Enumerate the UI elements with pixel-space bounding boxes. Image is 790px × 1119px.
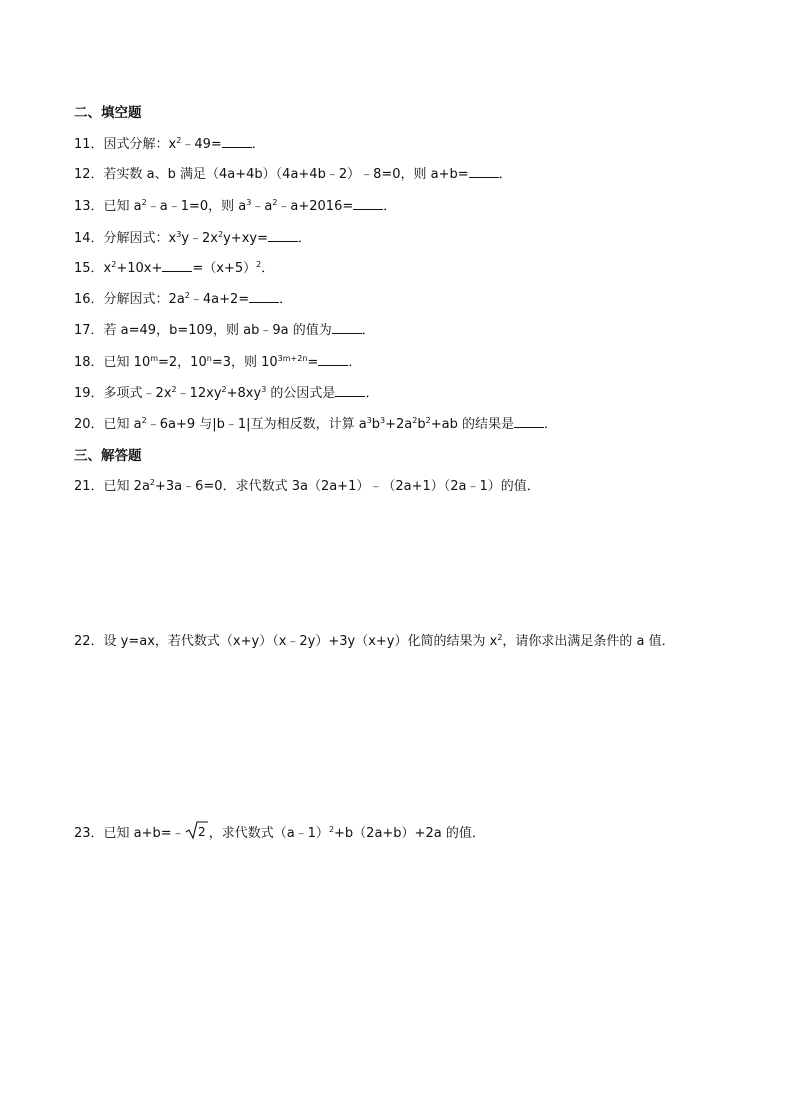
- answer-blank[interactable]: [318, 354, 348, 366]
- q18-text: =2，10: [158, 355, 207, 370]
- q11-sup: 2: [176, 136, 182, 145]
- question-15: [74, 260, 274, 277]
- answer-blank[interactable]: [469, 166, 499, 178]
- question-20: [74, 416, 557, 433]
- question-16: [74, 291, 292, 308]
- q19-text: +8xy: [226, 386, 262, 401]
- q14-text: ．: [297, 231, 311, 246]
- q20-sup: 2: [141, 416, 147, 425]
- answer-blank[interactable]: [222, 136, 252, 148]
- question-12: [74, 166, 512, 183]
- q11-text: ﹣49=: [181, 137, 222, 152]
- q20-text: ．: [543, 417, 557, 432]
- q14-text: 14．分解因式：x: [74, 231, 177, 246]
- q14-text: y+xy=: [223, 231, 268, 246]
- q13-sup: 2: [141, 198, 147, 207]
- q23-text: 23．已知 a+b=﹣: [74, 826, 185, 841]
- q20-sup: 2: [412, 416, 418, 425]
- q18-sup: 3m+2n: [277, 354, 308, 363]
- q11-text: ．: [251, 137, 265, 152]
- q16-text: ﹣4a+2=: [189, 292, 250, 307]
- question-21: [74, 479, 540, 495]
- q20-text: b: [417, 417, 426, 432]
- q20-sup: 3: [366, 416, 372, 425]
- question-23: [74, 820, 485, 845]
- q20-sup: 3: [380, 416, 386, 425]
- q12-text: ．: [498, 167, 512, 182]
- q12-text: 12．若实数 a、b 满足（4a+4b）（4a+4b﹣2）﹣8=0，则 a+b=: [74, 167, 469, 182]
- q20-text: +ab 的结果是: [430, 417, 514, 432]
- q15-text: 15．x: [74, 261, 112, 276]
- q13-text: ﹣a: [251, 199, 273, 214]
- question-17: [74, 322, 375, 339]
- q15-sup: 2: [256, 260, 262, 269]
- radicand: 2: [197, 825, 206, 839]
- q18-text: =: [307, 355, 319, 370]
- q13-text: ．: [383, 199, 397, 214]
- q20-text: ﹣6a+9 与|b﹣1|互为相反数，计算 a: [146, 417, 367, 432]
- q18-sup: m: [150, 354, 159, 363]
- q22-text: ，请你求出满足条件的 a 值．: [502, 634, 675, 649]
- q14-sup: 3: [176, 230, 182, 239]
- answer-blank[interactable]: [332, 322, 362, 334]
- answer-blank[interactable]: [514, 416, 544, 428]
- q19-text: ﹣12xy: [176, 386, 222, 401]
- radical-sign-icon: [185, 820, 209, 840]
- q20-text: b: [371, 417, 381, 432]
- q17-text: ．: [361, 323, 375, 338]
- q13-sup: 2: [272, 198, 278, 207]
- q17-text: 17．若 a=49，b=109，则 ab﹣9a 的值为: [74, 323, 332, 338]
- q15-sup: 2: [111, 260, 117, 269]
- answer-blank[interactable]: [249, 291, 279, 303]
- q15-text: ．: [261, 261, 275, 276]
- q16-text: ．: [279, 292, 293, 307]
- q11-text: 11．因式分解：x: [74, 137, 177, 152]
- q16-sup: 2: [184, 291, 190, 300]
- question-18: [74, 354, 361, 371]
- q19-sup: 3: [261, 385, 267, 394]
- q14-sup: 2: [218, 230, 224, 239]
- section-solution-title: 三、解答题: [74, 448, 142, 464]
- q19-text: ．: [365, 386, 379, 401]
- q20-text: 20．已知 a: [74, 417, 142, 432]
- q21-text: 21．已知 2a: [74, 479, 150, 494]
- q15-text: =（x+5）: [192, 261, 257, 276]
- q19-sup: 2: [171, 385, 177, 394]
- question-14: [74, 230, 311, 247]
- q19-sup: 2: [221, 385, 227, 394]
- q18-text: =3，则 10: [211, 355, 278, 370]
- section-fill-blank-title: 二、填空题: [74, 105, 142, 121]
- q20-text: +2a: [385, 417, 413, 432]
- question-22: [74, 634, 675, 650]
- q23-text: +b（2a+b）+2a 的值．: [334, 826, 485, 841]
- q15-text: +10x+: [116, 261, 163, 276]
- answer-blank[interactable]: [162, 260, 192, 272]
- q14-text: y﹣2x: [181, 231, 219, 246]
- q18-text: 18．已知 10: [74, 355, 151, 370]
- q22-sup: 2: [497, 633, 503, 642]
- answer-blank[interactable]: [353, 198, 383, 210]
- question-19: [74, 385, 378, 402]
- q21-sup: 2: [149, 478, 156, 487]
- q23-sup: 2: [328, 825, 335, 834]
- q18-text: ．: [348, 355, 362, 370]
- q22-text: 22．设 y=ax，若代数式（x+y）（x﹣2y）+3y（x+y）化简的结果为 x: [74, 634, 498, 649]
- q19-text: 的公因式是: [266, 386, 336, 401]
- square-root-symbol: [185, 820, 209, 845]
- q13-text: 13．已知 a: [74, 199, 142, 214]
- q18-sup: n: [206, 354, 212, 363]
- question-11: [74, 136, 265, 153]
- question-13: [74, 198, 396, 215]
- q21-text: +3a﹣6=0．求代数式 3a（2a+1）﹣（2a+1）（2a﹣1）的值．: [155, 479, 540, 494]
- q23-text: ，求代数式（a﹣1）: [208, 826, 329, 841]
- answer-blank[interactable]: [335, 385, 365, 397]
- q19-text: 19．多项式﹣2x: [74, 386, 172, 401]
- q13-sup: 3: [246, 198, 252, 207]
- answer-blank[interactable]: [268, 230, 298, 242]
- q16-text: 16．分解因式：2a: [74, 292, 185, 307]
- q13-text: ﹣a+2016=: [277, 199, 354, 214]
- q13-text: ﹣a﹣1=0，则 a: [146, 199, 247, 214]
- q20-sup: 2: [425, 416, 431, 425]
